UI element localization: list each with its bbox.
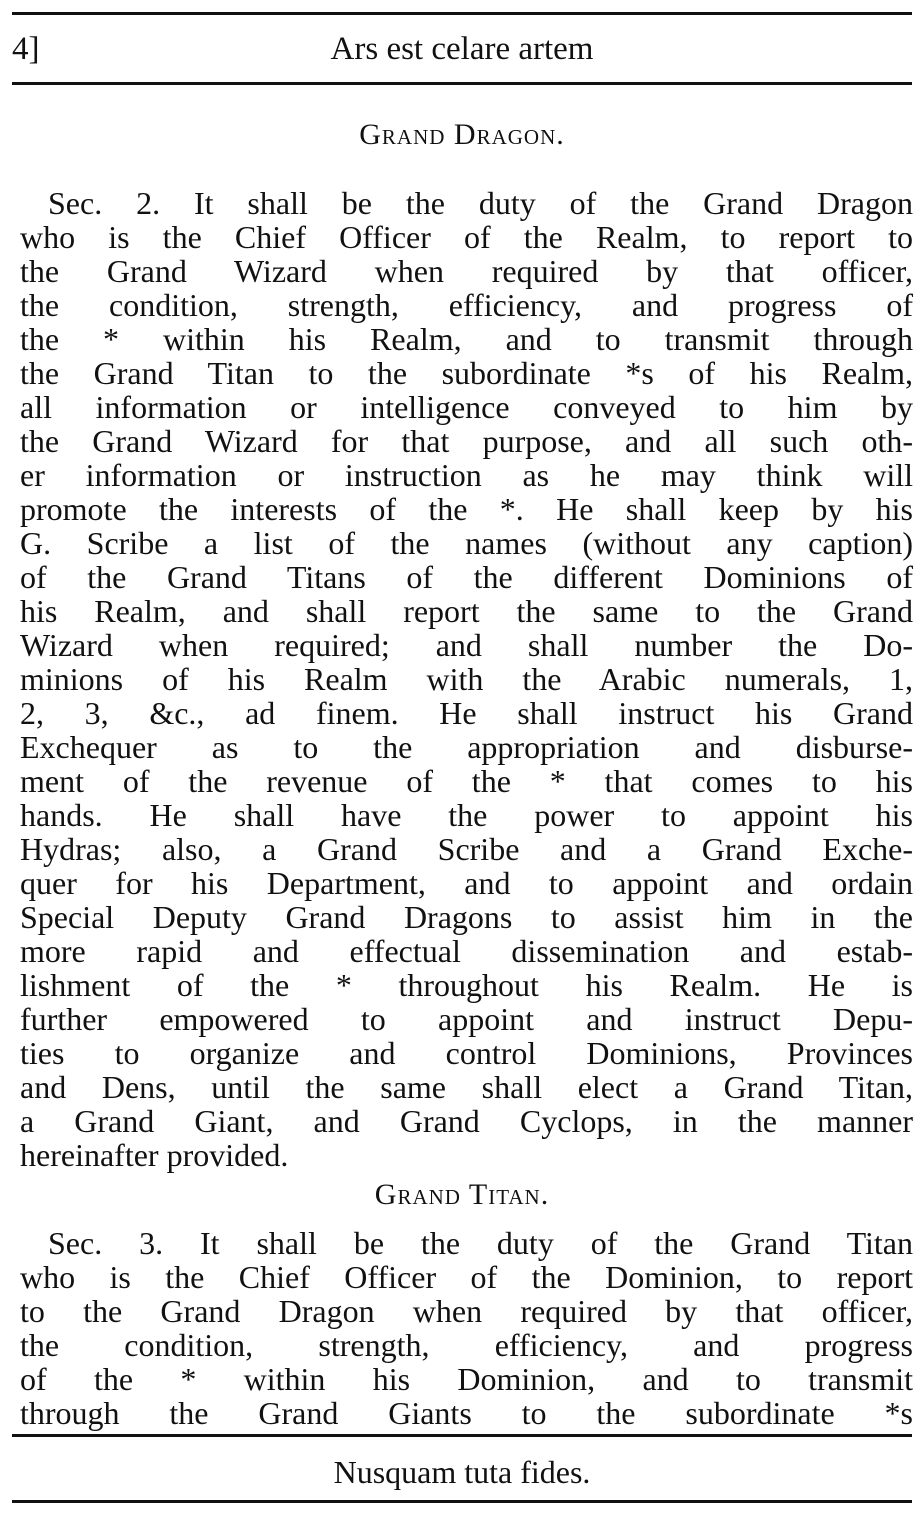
text-line: G. Scribe a list of the names (without any caption) — [20, 525, 913, 561]
footer-top-rule — [12, 1434, 912, 1437]
text-line: ment of the revenue of the * that comes to his — [20, 763, 913, 799]
text-line: lishment of the * throughout his Realm. He is — [20, 967, 913, 1003]
text-line: who is the Chief Officer of the Dominion, to report — [20, 1259, 913, 1295]
text-line: hands. He shall have the power to appoint his — [20, 797, 913, 833]
text-line: all information or intelligence conveyed to him by — [20, 389, 913, 425]
text-line: a Grand Giant, and Grand Cyclops, in the manner — [20, 1103, 913, 1139]
footer-bottom-rule — [12, 1500, 912, 1503]
section-heading-grand-dragon: Grand Dragon. — [359, 118, 565, 151]
section-heading-grand-titan: Grand Titan. — [374, 1178, 550, 1211]
text-line: his Realm, and shall report the same to the Grand — [20, 593, 913, 629]
text-line: hereinafter provided. — [20, 1137, 289, 1173]
page-footer-motto: Nusquam tuta fides. — [333, 1454, 591, 1490]
text-line: Hydras; also, a Grand Scribe and a Grand Exche- — [20, 831, 913, 867]
text-line: Wizard when required; and shall number the Do- — [20, 627, 913, 663]
text-line: Exchequer as to the appropriation and disburse- — [20, 729, 913, 765]
text-line: of the * within his Dominion, and to transmit — [20, 1361, 913, 1397]
text-line: the * within his Realm, and to transmit through — [20, 321, 913, 357]
text-line: and Dens, until the same shall elect a Grand Titan, — [20, 1069, 913, 1105]
text-line: Sec. 2. It shall be the duty of the Grand Dragon — [48, 185, 913, 221]
section-body-grand-titan — [20, 1226, 913, 1430]
header-bottom-rule — [12, 82, 912, 85]
text-line: the Grand Titan to the subordinate *s of his Realm, — [20, 355, 913, 391]
text-line: Sec. 3. It shall be the duty of the Grand Titan — [48, 1225, 913, 1261]
text-line: the Grand Wizard for that purpose, and all such oth- — [20, 423, 913, 459]
text-line: er information or instruction as he may think will — [20, 457, 913, 493]
text-line: who is the Chief Officer of the Realm, to report to — [20, 219, 913, 255]
running-title: Ars est celare artem — [330, 31, 594, 67]
text-line: quer for his Department, and to appoint and ordain — [20, 865, 913, 901]
text-line: through the Grand Giants to the subordinate *s — [20, 1395, 913, 1431]
page-header — [12, 22, 912, 76]
text-line: more rapid and effectual dissemination and estab- — [20, 933, 913, 969]
section-body-grand-dragon — [20, 186, 913, 1172]
text-line: the Grand Wizard when required by that officer, — [20, 253, 913, 289]
text-line: promote the interests of the *. He shall keep by his — [20, 491, 913, 527]
text-line: further empowered to appoint and instruct Depu- — [20, 1001, 913, 1037]
text-line: Special Deputy Grand Dragons to assist him in the — [20, 899, 913, 935]
text-line: of the Grand Titans of the different Dominions of — [20, 559, 913, 595]
text-line: to the Grand Dragon when required by that officer, — [20, 1293, 913, 1329]
text-line: the condition, strength, efficiency, and progress of — [20, 287, 913, 323]
page-number: 4] — [12, 31, 40, 67]
text-line: 2, 3, &c., ad finem. He shall instruct his Grand — [20, 695, 913, 731]
text-line: ties to organize and control Dominions, Provinces — [20, 1035, 913, 1071]
text-line: the condition, strength, efficiency, and progress — [20, 1327, 913, 1363]
text-line: minions of his Realm with the Arabic numerals, 1, — [20, 661, 913, 697]
header-top-rule — [12, 12, 912, 15]
